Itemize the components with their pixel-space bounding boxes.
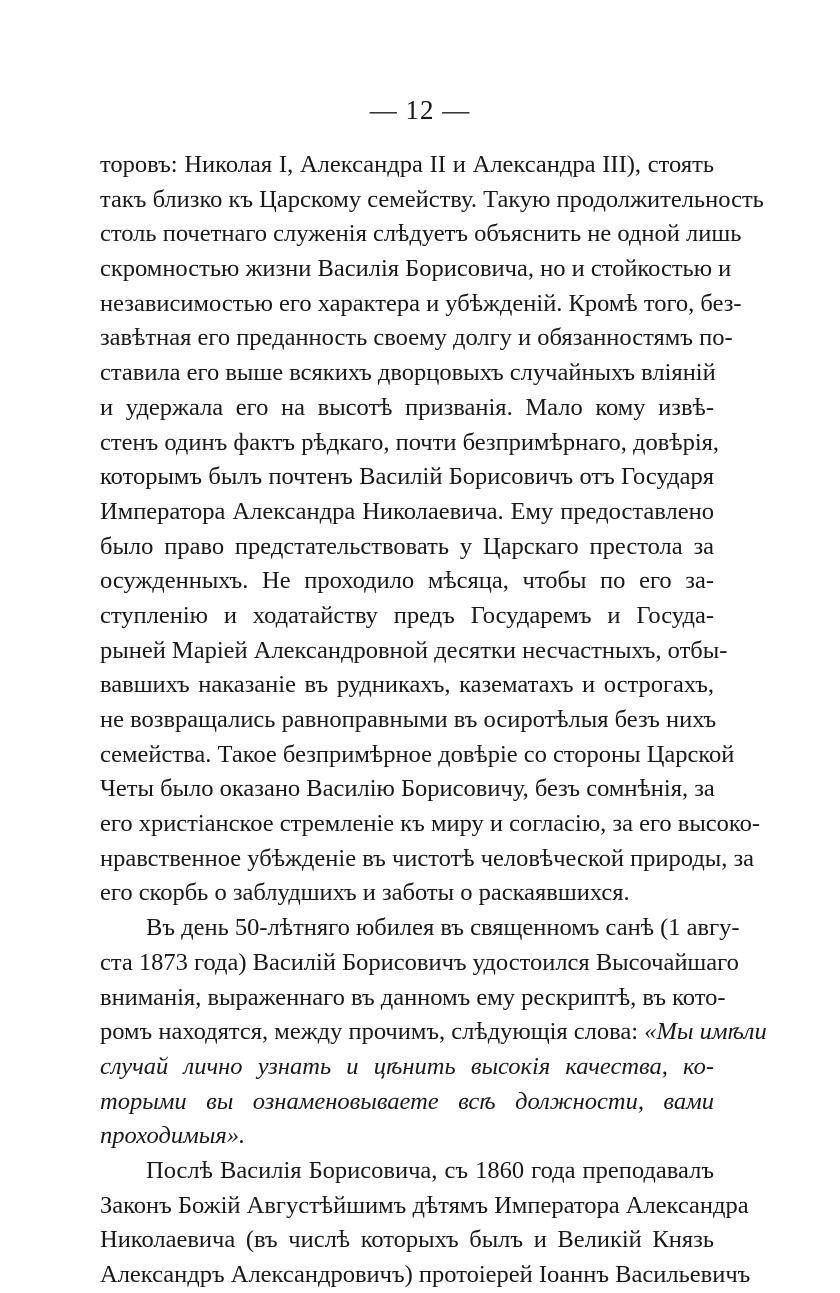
text-line: и удержала его на высотѣ призванія. Мало кому извѣ-: [100, 393, 714, 421]
text-line: скромностью жизни Василія Борисовича, но и стойкостью и: [100, 255, 732, 283]
quote-line: проходимыя».: [100, 1122, 246, 1150]
text-line: столь почетнаго служенія слѣдуетъ объяснить не одной лишь: [100, 220, 742, 248]
text-line: семейства. Такое безпримѣрное довѣріе со стороны Царской: [100, 740, 735, 768]
quote-line: случай лично узнать и цѣнить высокія качества, ко-: [100, 1052, 714, 1080]
text-line: стенъ одинъ фактъ рѣдкаго, почти безпримѣрнаго, довѣрія,: [100, 428, 720, 456]
text-line: осужденныхъ. Не проходило мѣсяца, чтобы по его за-: [100, 567, 714, 595]
text-line: рыней Маріей Александровной десятки несчастныхъ, отбы-: [100, 636, 728, 664]
text-line: нравственное убѣжденіе въ чистотѣ человѣческой природы, за: [100, 844, 755, 872]
text-line: Законъ Божій Августѣйшимъ дѣтямъ Императора Александра: [100, 1191, 749, 1219]
page-body: [100, 148, 767, 1293]
text-line: не возвращались равноправными въ осиротѣлыя безъ нихъ: [100, 706, 717, 733]
text-line: Николаевича (въ числѣ которыхъ былъ и Великій Князь: [100, 1226, 714, 1254]
text-line: ступленію и ходатайству предъ Государемъ и Госуда-: [100, 601, 714, 629]
quote-start: «Мы имѣли: [644, 1018, 767, 1046]
text-line: Императора Александра Николаевича. Ему предоставлено: [100, 497, 714, 525]
text-line: которымъ былъ почтенъ Василій Борисовичъ отъ Государя: [100, 463, 714, 491]
text-line: такъ близко къ Царскому семейству. Такую продолжительность: [100, 185, 764, 213]
page-number: — 12 —: [369, 95, 471, 125]
text-line: его христіанское стремленіе къ миру и согласію, за его высоко-: [100, 810, 760, 838]
quote-line: торыми вы ознаменовываете всѣ должности, вами: [100, 1087, 714, 1115]
text-line: Четы было оказано Василію Борисовичу, безъ сомнѣнія, за: [100, 775, 715, 803]
text-line: Александръ Александровичъ) протоіерей Іоаннъ Васильевичъ: [100, 1261, 751, 1288]
text-line: торовъ: Николая I, Александра II и Александра III), стоять: [100, 151, 714, 178]
text-line: вавшихъ наказаніе въ рудникахъ, казематахъ и острогахъ,: [100, 671, 714, 699]
text-line: независимостью его характера и убѣжденій. Кромѣ того, без-: [100, 289, 742, 317]
text-line: [100, 1015, 767, 1050]
text-line: Въ день 50-лѣтняго юбилея въ священномъ санѣ (1 авгу-: [146, 914, 740, 942]
text-line: было право предстательствовать у Царскаго престола за: [100, 532, 714, 560]
text-line: ставила его выше всякихъ дворцовыхъ случайныхъ вліяній: [100, 359, 716, 387]
text-line: завѣтная его преданность своему долгу и обязанностямъ по-: [100, 324, 733, 352]
text-span: ромъ находятся, между прочимъ, слѣдующія слова:: [100, 1018, 645, 1046]
text-line: его скорбь о заблудшихъ и заботы о раскаявшихся.: [100, 879, 630, 907]
text-line: вниманія, выраженнаго въ данномъ ему рескриптѣ, въ кото-: [100, 983, 726, 1011]
text-line: Послѣ Василія Борисовича, съ 1860 года преподавалъ: [146, 1156, 714, 1184]
text-line: ста 1873 года) Василій Борисовичъ удостоился Высочайшаго: [100, 948, 739, 976]
